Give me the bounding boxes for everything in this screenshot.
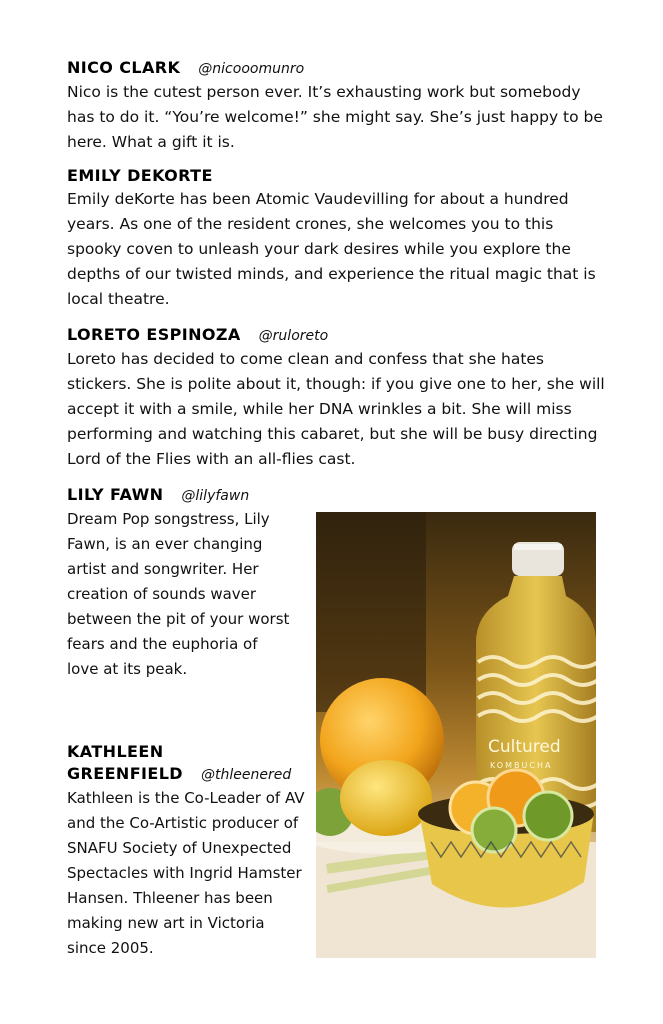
bio-loreto-espinoza (67, 324, 607, 472)
bottle-brand-text: Cultured (488, 737, 561, 757)
bio-name: EMILY DEKORTE (67, 166, 213, 185)
bio-lily-fawn (67, 484, 292, 682)
bio-text: Kathleen is the Co-Leader of AV and the Co-Artistic producer of SNAFU Society of Unexpected Spectacles with Ingrid Hamster Hansen. Thleener has been making new art in Victoria since 2005. (67, 789, 305, 957)
bottle-sub-text: KOMBUCHA (490, 761, 553, 770)
kombucha-photo-illustration (316, 512, 596, 958)
bio-text: Emily deKorte has been Atomic Vaudevilling for about a hundred years. As one of the resident crones, she welcomes you to this spooky coven to unleash your dark desires while you explore the depths of our twisted minds, and experience the ritual magic that is local theatre. (67, 190, 596, 308)
bio-text: Dream Pop songstress, Lily Fawn, is an ever changing artist and songwriter. Her creation of sounds waver between the pit of your worst fears and the euphoria of love at its peak. (67, 510, 290, 678)
bio-name (67, 741, 307, 786)
bio-emily-dekorte (67, 165, 607, 312)
bio-name-line2: GREENFIELD (67, 764, 183, 783)
bio-text: Loreto has decided to come clean and confess that she hates stickers. She is polite about it, though: if you give one to her, she will accept it with a smile, while her DNA wrinkles a bit. She will miss performing and watching this cabaret, but she will be busy directing Lord of the Flies with an all-flies cast. (67, 350, 605, 468)
bio-handle[interactable]: @ruloreto (258, 328, 329, 344)
bio-handle[interactable]: @thleenered (201, 767, 292, 783)
bio-handle[interactable]: @nicooomunro (198, 61, 305, 77)
bio-name: NICO CLARK @nicooomunro (67, 58, 305, 77)
bio-kathleen-greenfield (67, 741, 307, 961)
kombucha-photo (316, 512, 596, 958)
bio-name: LILY FAWN @lilyfawn (67, 485, 250, 504)
bio-text: Nico is the cutest person ever. It’s exhausting work but somebody has to do it. “You’re welcome!” she might say. She’s just happy to be here. What a gift it is. (67, 83, 603, 151)
bio-name-line1: KATHLEEN (67, 742, 164, 761)
bio-handle[interactable]: @lilyfawn (181, 488, 250, 504)
bio-name: LORETO ESPINOZA @ruloreto (67, 325, 329, 344)
bio-nico-clark (67, 57, 607, 155)
